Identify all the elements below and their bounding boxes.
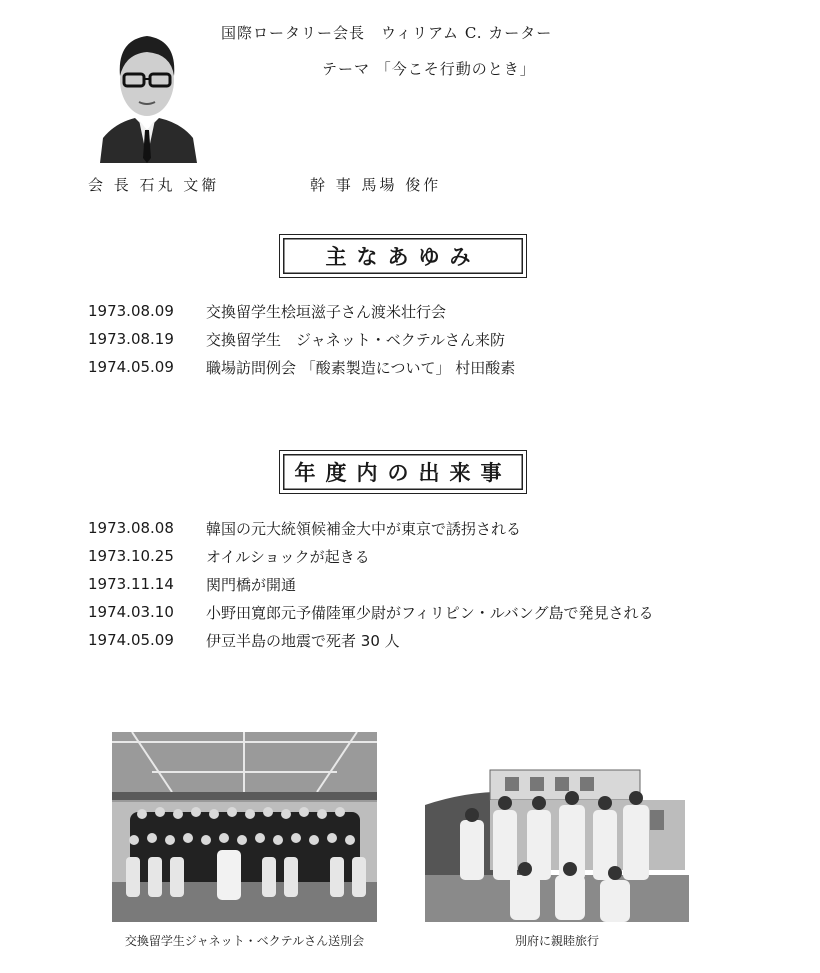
beppu-trip-photo (425, 765, 689, 922)
portrait-photo (95, 18, 200, 163)
list-item (88, 514, 653, 542)
club-president: 会 長 石丸 文衛 (88, 176, 220, 194)
list-item (88, 325, 515, 353)
section-title-events (279, 450, 527, 494)
item-date: 1973.08.19 (88, 330, 174, 348)
farewell-photo-caption: 交換留学生ジャネット・ベクテルさん送別会 (124, 934, 365, 948)
history-list (88, 297, 515, 381)
item-text: オイルショックが起きる (206, 547, 370, 566)
list-item (88, 297, 515, 325)
item-text: 交換留学生 ジャネット・ベクテルさん来防 (206, 330, 505, 349)
list-item (88, 598, 653, 626)
list-item (88, 353, 515, 381)
theme-line: テーマ 「今こそ行動のとき」 (322, 60, 536, 78)
farewell-party-photo (112, 732, 377, 922)
item-text: 関門橋が開通 (206, 575, 297, 594)
beppu-photo-caption: 別府に親睦旅行 (514, 934, 599, 948)
item-text: 交換留学生桧垣滋子さん渡米壮行会 (206, 302, 447, 321)
item-text: 韓国の元大統領候補金大中が東京で誘拐される (206, 519, 522, 538)
list-item (88, 542, 653, 570)
item-text: 小野田寛郎元予備陸軍少尉がフィリピン・ルバング島で発見される (206, 603, 654, 622)
item-date: 1974.03.10 (88, 603, 174, 621)
club-secretary: 幹 事 馬場 俊作 (310, 176, 442, 194)
section-title-events-text: 年度内の出来事 (294, 461, 512, 485)
item-date: 1973.08.09 (88, 302, 174, 320)
president-line: 国際ロータリー会長 ウィリアム C. カーター (221, 24, 553, 42)
item-date: 1973.10.25 (88, 547, 174, 565)
item-text: 伊豆半島の地震で死者 30 人 (206, 631, 400, 650)
item-date: 1974.05.09 (88, 358, 174, 376)
item-date: 1973.11.14 (88, 575, 174, 593)
item-date: 1973.08.08 (88, 519, 174, 537)
list-item (88, 626, 653, 654)
item-text: 職場訪問例会 「酸素製造について」 村田酸素 (206, 358, 516, 377)
section-title-history (279, 234, 527, 278)
item-date: 1974.05.09 (88, 631, 174, 649)
list-item (88, 570, 653, 598)
section-title-history-text: 主なあゆみ (325, 245, 481, 269)
events-list (88, 514, 653, 654)
